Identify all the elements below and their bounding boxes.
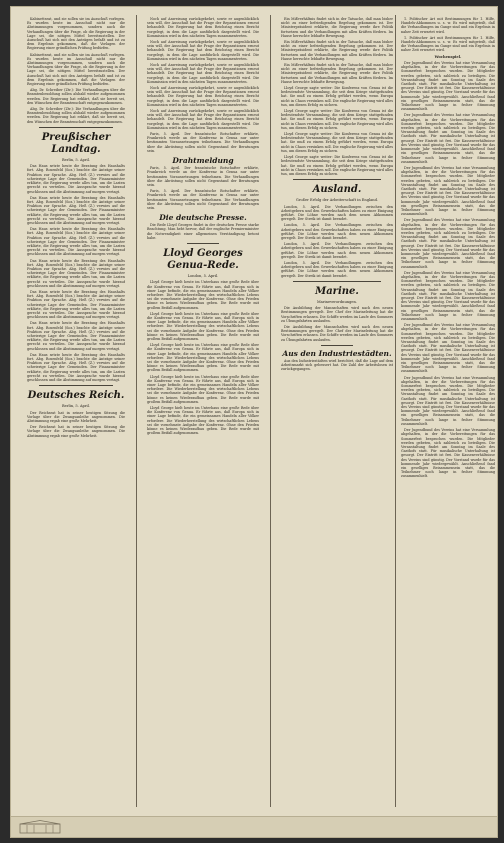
heading-marine: Marine. — [315, 285, 359, 297]
article-text: London, 5. April. Die Verhandlungen zwischen den Arbeitgebern und den Gewerkschaften haben zu einer Einigung geführt. Die Löhne werden nach dem neuen Abkommen geregelt. Der Streik ist damit beendet. — [281, 260, 393, 278]
article-text: 1. Politischer Art mit Bestimmungen für 1. Hilfe, Handels-Abkommen u. s. w. Es wird mitgeteilt, daß die Verhandlungen im Gange sind und ein Ergebnis in naher Zeit erwartet wird. — [401, 35, 495, 53]
heading-lloyd-george: Lloyd Georges Genua-Rede. — [163, 247, 243, 271]
article-text: Ein Mißverhältnis findet sich in der Tatsache, daß man bisher nicht zu einer befriedigenden Regelung gekommen ist. Der Ministerpräsident erklärte, die Regierung werde ihre Politik fortsetzen und die Verhandlungen mit allen Kräften fördern. Im Hause herrschte lebhafte Bewegung. — [281, 17, 393, 38]
article-text: Kabinettsrat, und sie sollen sie im Ausschuß vorlegen. Es wurden heute im Ausschuß nicht nur die Abstimmungen vorgenommen, sondern auch die Verhandlungen über die Frage, ob die Regierung in der Lage sei, die nötigen Mittel bereitzustellen. Der Ausschuß hat sich mit den Anträgen befaßt und ist zu dem Ergebnis gekommen, daß die Vorlagen der Regierung einer gründlichen Prüfung bedürfen. — [27, 17, 125, 51]
article-text: Lloyd George hielt heute im Unterhaus eine große Rede über die Konferenz von Genua. Er führte aus, daß Europa sich in einer Lage befinde, die ein gemeinsames Handeln aller Völker erfordere. Die Wiederherstellung des wirtschaftlichen Lebens sei die vornehmste Aufgabe der Konferenz. Ohne den Frieden könne es keinen Wiederaufbau geben. Die Rede wurde mit großem Beifall aufgenommen. — [147, 343, 259, 373]
article-text: London, 5. April. Die Verhandlungen zwischen den Arbeitgebern und den Gewerkschaften haben zu einer Einigung geführt. Die Löhne werden nach dem neuen Abkommen geregelt. Der Streik ist damit beendet. — [281, 204, 393, 222]
article-text: Der Jugendbund des Vereins hat eine Versammlung abgehalten, in der die Vorbereitungen für das Sommerfest besprochen wurden. Die Mitglieder werden gebeten, sich zahlreich zu beteiligen. Die Veranstaltung findet am Sonntag im Saale des Gasthofs statt. Für musikalische Unterhaltung ist gesorgt. Der Eintritt ist frei. Die Kassenverhältnisse des Vereins sind günstig. Der Vorstand wurde für das kommende Jahr wiedergewählt. Anschließend fand ein geselliges Beisammensein statt, das die Teilnehmer noch lange in froher Stimmung zusammenhielt. — [401, 218, 495, 269]
article-text: Ein Mißverhältnis findet sich in der Tatsache, daß man bisher nicht zu einer befriedigenden Regelung gekommen ist. Der Ministerpräsident erklärte, die Regierung werde ihre Politik fortsetzen und die Verhandlungen mit allen Kräften fördern. Im Hause herrschte lebhafte Bewegung. — [281, 63, 393, 84]
article-text: Das Haus setzte heute die Beratung des Haushalts fort. Abg. Rosenfeld (Soz.) brachte die Anträge seiner Fraktion zur Sprache. Abg. Heß (Z.) verwies auf die schwierige Lage der Gemeinden. Der Finanzminister erklärte, die Regierung werde alles tun, um die Lasten gerecht zu verteilen. Die Aussprache wurde hierauf geschlossen und die Abstimmung auf morgen vertagt. — [27, 195, 125, 225]
article-text: Das Haus setzte heute die Beratung des Haushalts fort. Abg. Rosenfeld (Soz.) brachte die Anträge seiner Fraktion zur Sprache. Abg. Heß (Z.) verwies auf die schwierige Lage der Gemeinden. Der Finanzminister erklärte, die Regierung werde alles tun, um die Lasten gerecht zu verteilen. Die Aussprache wurde hierauf geschlossen und die Abstimmung auf morgen vertagt. — [27, 289, 125, 320]
library-stamp-icon — [19, 820, 61, 834]
article-text: Der Reichsrat hat in seiner heutigen Sitzung die Vorlage über die Zwangsanleihe angenommen. Die Abstimmung ergab eine große Mehrheit. — [27, 425, 125, 438]
subheading: Wochenspiel. — [434, 54, 462, 59]
column-2 — [147, 17, 259, 807]
article-text: Noch auf Anweisung zurückgekehrt, sowie er augenblicklich sein will, der Ausschuß hat die Frage der Reparationen erneut behandelt. Die Regierung hat dem Reichstag einen Bericht vorgelegt, in dem die Lage ausführlich dargestellt wird. Die Kommission wird in den nächsten Tagen zusammentreten. — [147, 63, 259, 84]
article-text: Die Ausbildung der Mannschaften wird nach den neuen Bestimmungen geregelt. Der Chef der Marineleitung hat die Vorschriften erlassen. Die Schiffe werden im Laufe des Sommers zu Übungsfahrten auslaufen. — [281, 324, 393, 342]
article-text: Abg. Dr. Schreiber (Ztr.): Die Verhandlungen über die Beamtenbesoldung sollen alsbald wieder aufgenommen werden. Die Regierung hat erklärt, daß sie bereit sei, den Wünschen der Beamtenschaft entgegenzukommen. — [27, 88, 125, 105]
heading-deutsches-reich: Deutsches Reich. — [27, 390, 125, 402]
article-text: Paris, 5. April. Der französische Botschafter erklärte, Frankreich werde an der Konferenz in Genua nur unter bestimmten Voraussetzungen teilnehmen. Die Verhandlungen über die Abrüstung sollen nicht Gegenstand der Beratungen sein. — [147, 166, 259, 187]
article-text: Das Haus setzte heute die Beratung des Haushalts fort. Abg. Rosenfeld (Soz.) brachte die Anträge seiner Fraktion zur Sprache. Abg. Heß (Z.) verwies auf die schwierige Lage der Gemeinden. Der Finanzminister erklärte, die Regierung werde alles tun, um die Lasten gerecht zu verteilen. Die Aussprache wurde hierauf geschlossen und die Abstimmung auf morgen vertagt. — [27, 164, 125, 194]
article-text: Noch auf Anweisung zurückgekehrt, sowie er augenblicklich sein will, der Ausschuß hat die Frage der Reparationen erneut behandelt. Die Regierung hat dem Reichstag einen Bericht vorgelegt, in dem die Lage ausführlich dargestellt wird. Die Kommission wird in den nächsten Tagen zusammentreten. — [147, 86, 259, 107]
article-text: Paris, 5. April. Der französische Botschafter erklärte, Frankreich werde an der Konferenz in Genua nur unter bestimmten Voraussetzungen teilnehmen. Die Verhandlungen über die Abrüstung sollen nicht Gegenstand der Beratungen sein. — [147, 132, 259, 153]
article-text: London, 5. April. Die Verhandlungen zwischen den Arbeitgebern und den Gewerkschaften haben zu einer Einigung geführt. Die Löhne werden nach dem neuen Abkommen geregelt. Der Streik ist damit beendet. — [281, 242, 393, 259]
article-text: Paris, 5. April. Der französische Botschafter erklärte, Frankreich werde an der Konferenz in Genua nur unter bestimmten Voraussetzungen teilnehmen. Die Verhandlungen über die Abrüstung sollen nicht Gegenstand der Beratungen sein. — [147, 189, 259, 210]
article-text: Lloyd George sagte weiter: Die Konferenz von Genua ist die bedeutendste Versammlung, die seit dem Kriege stattgefunden hat. Sie muß zu einem Erfolg geführt werden, wenn Europa nicht in Chaos versinken soll. Die englische Regierung wird alles tun, um diesen Erfolg zu sichern. — [281, 86, 393, 107]
article-text: Der Jugendbund des Vereins hat eine Versammlung abgehalten, in der die Vorbereitungen für das Sommerfest besprochen wurden. Die Mitglieder werden gebeten, sich zahlreich zu beteiligen. Die Veranstaltung findet am Sonntag im Saale des Gasthofs statt. Für musikalische Unterhaltung ist gesorgt. Der Eintritt ist frei. Die Kassenverhältnisse des Vereins sind günstig. Der Vorstand wurde für das kommende Jahr wiedergewählt. Anschließend fand ein geselliges Beisammensein statt, das die Teilnehmer noch lange in froher Stimmung zusammenhielt. — [401, 323, 495, 374]
article-text: Der Jugendbund des Vereins hat eine Versammlung abgehalten, in der die Vorbereitungen für das Sommerfest besprochen wurden. Die Mitglieder werden gebeten, sich zahlreich zu beteiligen. Die Veranstaltung findet am Sonntag im Saale des Gasthofs statt. Für musikalische Unterhaltung ist gesorgt. Der Eintritt ist frei. Die Kassenverhältnisse des Vereins sind günstig. Der Vorstand wurde für das kommende Jahr wiedergewählt. Anschließend fand ein geselliges Beisammensein statt, das die Teilnehmer noch lange in froher Stimmung zusammenhielt. — [401, 428, 495, 479]
article-text: Der Jugendbund des Vereins hat eine Versammlung abgehalten, in der die Vorbereitungen für das Sommerfest besprochen wurden. Die Mitglieder werden gebeten, sich zahlreich zu beteiligen. Die Veranstaltung findet am Sonntag im Saale des Gasthofs statt. Für musikalische Unterhaltung ist gesorgt. Der Eintritt ist frei. Die Kassenverhältnisse des Vereins sind günstig. Der Vorstand wurde für das kommende Jahr wiedergewählt. Anschließend fand ein geselliges Beisammensein statt, das die Teilnehmer noch lange in froher Stimmung zusammenhielt. — [401, 165, 495, 217]
article-text: Das Haus setzte heute die Beratung des Haushalts fort. Abg. Rosenfeld (Soz.) brachte die Anträge seiner Fraktion zur Sprache. Abg. Heß (Z.) verwies auf die schwierige Lage der Gemeinden. Der Finanzminister erklärte, die Regierung werde alles tun, um die Lasten gerecht zu verteilen. Die Aussprache wurde hierauf geschlossen und die Abstimmung auf morgen vertagt. — [27, 321, 125, 351]
heading-die-deutsche-presse: Die deutsche Presse. — [159, 213, 247, 223]
article-text: Abg. Dr. Schreiber (Ztr.): Die Verhandlungen über die Beamtenbesoldung sollen alsbald wieder aufgenommen werden. Die Regierung hat erklärt, daß sie bereit sei, den Wünschen der Beamtenschaft entgegenzukommen. — [27, 107, 125, 124]
divider — [187, 243, 219, 244]
article-text: Noch auf Anweisung zurückgekehrt, sowie er augenblicklich sein will, der Ausschuß hat die Frage der Reparationen erneut behandelt. Die Regierung hat dem Reichstag einen Bericht vorgelegt, in dem die Lage ausführlich dargestellt wird. Die Kommission wird in den nächsten Tagen zusammentreten. — [147, 40, 259, 61]
article-text: Die Rede Lloyd Georges findet in der deutschen Presse starke Beachtung. Man hebt hervor, daß der englische Premierminister die Notwendigkeit einer allgemeinen Verständigung betont habe. — [147, 223, 259, 240]
article-text: Lloyd George hielt heute im Unterhaus eine große Rede über die Konferenz von Genua. Er führte aus, daß Europa sich in einer Lage befinde, die ein gemeinsames Handeln aller Völker erfordere. Die Wiederherstellung des wirtschaftlichen Lebens sei die vornehmste Aufgabe der Konferenz. Ohne den Frieden könne es keinen Wiederaufbau geben. Die Rede wurde mit großem Beifall aufgenommen. — [147, 406, 259, 436]
newspaper-page — [10, 6, 498, 838]
article-text: 1. Politischer Art mit Bestimmungen für 1. Hilfe, Handels-Abkommen u. s. w. Es wird mitgeteilt, daß die Verhandlungen im Gange sind und ein Ergebnis in naher Zeit erwartet wird. — [401, 17, 495, 34]
article-text: Das Haus setzte heute die Beratung des Haushalts fort. Abg. Rosenfeld (Soz.) brachte die Anträge seiner Fraktion zur Sprache. Abg. Heß (Z.) verwies auf die schwierige Lage der Gemeinden. Der Finanzminister erklärte, die Regierung werde alles tun, um die Lasten gerecht zu verteilen. Die Aussprache wurde hierauf geschlossen und die Abstimmung auf morgen vertagt. — [27, 227, 125, 257]
column-rule — [270, 15, 271, 807]
article-text: Lloyd George sagte weiter: Die Konferenz von Genua ist die bedeutendste Versammlung, die seit dem Kriege stattgefunden hat. Sie muß zu einem Erfolg geführt werden, wenn Europa nicht in Chaos versinken soll. Die englische Regierung wird alles tun, um diesen Erfolg zu sichern. — [281, 109, 393, 130]
article-text: Kabinettsrat, und sie sollen sie im Ausschuß vorlegen. Es wurden heute im Ausschuß nicht nur die Abstimmungen vorgenommen, sondern auch die Verhandlungen über die Frage, ob die Regierung in der Lage sei, die nötigen Mittel bereitzustellen. Der Ausschuß hat sich mit den Anträgen befaßt und ist zu dem Ergebnis gekommen, daß die Vorlagen der Regierung einer gründlichen Prüfung bedürfen. — [27, 52, 125, 87]
divider — [321, 345, 353, 346]
article-text: Das Haus setzte heute die Beratung des Haushalts fort. Abg. Rosenfeld (Soz.) brachte die Anträge seiner Fraktion zur Sprache. Abg. Heß (Z.) verwies auf die schwierige Lage der Gemeinden. Der Finanzminister erklärte, die Regierung werde alles tun, um die Lasten gerecht zu verteilen. Die Aussprache wurde hierauf geschlossen und die Abstimmung auf morgen vertagt. — [27, 258, 125, 288]
divider — [293, 179, 381, 180]
divider — [293, 281, 381, 282]
article-text: Lloyd George hielt heute im Unterhaus eine große Rede über die Konferenz von Genua. Er führte aus, daß Europa sich in einer Lage befinde, die ein gemeinsames Handeln aller Völker erfordere. Die Wiederherstellung des wirtschaftlichen Lebens sei die vornehmste Aufgabe der Konferenz. Ohne den Frieden könne es keinen Wiederaufbau geben. Die Rede wurde mit großem Beifall aufgenommen. — [147, 374, 259, 404]
dateline: Berlin, 5. April. — [61, 404, 90, 409]
article-text: Lloyd George sagte weiter: Die Konferenz von Genua ist die bedeutendste Versammlung, die seit dem Kriege stattgefunden hat. Sie muß zu einem Erfolg geführt werden, wenn Europa nicht in Chaos versinken soll. Die englische Regierung wird alles tun, um diesen Erfolg zu sichern. — [281, 155, 393, 176]
column-rule — [136, 15, 137, 807]
article-text: London, 5. April. Die Verhandlungen zwischen den Arbeitgebern und den Gewerkschaften haben zu einer Einigung geführt. Die Löhne werden nach dem neuen Abkommen geregelt. Der Streik ist damit beendet. — [281, 223, 393, 240]
article-text: Die Ausbildung der Mannschaften wird nach den neuen Bestimmungen geregelt. Der Chef der Marineleitung hat die Vorschriften erlassen. Die Schiffe werden im Laufe des Sommers zu Übungsfahrten auslaufen. — [281, 306, 393, 323]
article-text: Das Haus setzte heute die Beratung des Haushalts fort. Abg. Rosenfeld (Soz.) brachte die Anträge seiner Fraktion zur Sprache. Abg. Heß (Z.) verwies auf die schwierige Lage der Gemeinden. Der Finanzminister erklärte, die Regierung werde alles tun, um die Lasten gerecht zu verteilen. Die Aussprache wurde hierauf geschlossen und die Abstimmung auf morgen vertagt. — [27, 352, 125, 383]
article-text: Der Jugendbund des Vereins hat eine Versammlung abgehalten, in der die Vorbereitungen für das Sommerfest besprochen wurden. Die Mitglieder werden gebeten, sich zahlreich zu beteiligen. Die Veranstaltung findet am Sonntag im Saale des Gasthofs statt. Für musikalische Unterhaltung ist gesorgt. Der Eintritt ist frei. Die Kassenverhältnisse des Vereins sind günstig. Der Vorstand wurde für das kommende Jahr wiedergewählt. Anschließend fand ein geselliges Beisammensein statt, das die Teilnehmer noch lange in froher Stimmung zusammenhielt. — [401, 375, 495, 426]
article-text: Der Jugendbund des Vereins hat eine Versammlung abgehalten, in der die Vorbereitungen für das Sommerfest besprochen wurden. Die Mitglieder werden gebeten, sich zahlreich zu beteiligen. Die Veranstaltung findet am Sonntag im Saale des Gasthofs statt. Für musikalische Unterhaltung ist gesorgt. Der Eintritt ist frei. Die Kassenverhältnisse des Vereins sind günstig. Der Vorstand wurde für das kommende Jahr wiedergewählt. Anschließend fand ein geselliges Beisammensein statt, das die Teilnehmer noch lange in froher Stimmung zusammenhielt. — [401, 113, 495, 164]
article-text: Noch auf Anweisung zurückgekehrt, sowie er augenblicklich sein will, der Ausschuß hat die Frage der Reparationen erneut behandelt. Die Regierung hat dem Reichstag einen Bericht vorgelegt, in dem die Lage ausführlich dargestellt wird. Die Kommission wird in den nächsten Tagen zusammentreten. — [147, 17, 259, 38]
article-text: Lloyd George hielt heute im Unterhaus eine große Rede über die Konferenz von Genua. Er führte aus, daß Europa sich in einer Lage befinde, die ein gemeinsames Handeln aller Völker erfordere. Die Wiederherstellung des wirtschaftlichen Lebens sei die vornehmste Aufgabe der Konferenz. Ohne den Frieden könne es keinen Wiederaufbau geben. Die Rede wurde mit großem Beifall aufgenommen. — [147, 280, 259, 310]
page-footer-strip — [11, 816, 497, 837]
divider — [39, 127, 113, 128]
article-text: Aus den Industriestädten wird berichtet, daß die Lage auf dem Arbeitsmarkt sich gebessert hat. Die Zahl der Arbeitslosen ist zurückgegangen. — [281, 358, 393, 372]
article-text: Der Jugendbund des Vereins hat eine Versammlung abgehalten, in der die Vorbereitungen für das Sommerfest besprochen wurden. Die Mitglieder werden gebeten, sich zahlreich zu beteiligen. Die Veranstaltung findet am Sonntag im Saale des Gasthofs statt. Für musikalische Unterhaltung ist gesorgt. Der Eintritt ist frei. Die Kassenverhältnisse des Vereins sind günstig. Der Vorstand wurde für das kommende Jahr wiedergewählt. Anschließend fand ein geselliges Beisammensein statt, das die Teilnehmer noch lange in froher Stimmung zusammenhielt. — [401, 61, 495, 112]
article-text: Ein Mißverhältnis findet sich in der Tatsache, daß man bisher nicht zu einer befriedigenden Regelung gekommen ist. Der Ministerpräsident erklärte, die Regierung werde ihre Politik fortsetzen und die Verhandlungen mit allen Kräften fördern. Im Hause herrschte lebhafte Bewegung. — [281, 40, 393, 61]
column-3 — [281, 17, 393, 807]
article-text: Der Reichsrat hat in seiner heutigen Sitzung die Vorlage über die Zwangsanleihe angenommen. Die Abstimmung ergab eine große Mehrheit. — [27, 410, 125, 424]
dateline: Berlin, 5. April. — [61, 157, 90, 162]
article-text: Lloyd George sagte weiter: Die Konferenz von Genua ist die bedeutendste Versammlung, die seit dem Kriege stattgefunden hat. Sie muß zu einem Erfolg geführt werden, wenn Europa nicht in Chaos versinken soll. Die englische Regierung wird alles tun, um diesen Erfolg zu sichern. — [281, 132, 393, 153]
column-1 — [27, 17, 125, 807]
heading-aus-den-industriestaedten: Aus den Industriestädten. — [282, 348, 392, 358]
divider — [39, 385, 113, 386]
column-rule — [395, 15, 396, 807]
heading-drahtmeldung: Drahtmeldung — [172, 156, 234, 166]
article-text: Noch auf Anweisung zurückgekehrt, sowie er augenblicklich sein will, der Ausschuß hat die Frage der Reparationen erneut behandelt. Die Regierung hat dem Reichstag einen Bericht vorgelegt, in dem die Lage ausführlich dargestellt wird. Die Kommission wird in den nächsten Tagen zusammentreten. — [147, 109, 259, 130]
subheading: Großer Erfolg der Arbeiterschaft in England. — [295, 198, 379, 203]
subheading: Marineverordnungen. — [316, 299, 357, 304]
dateline: London, 5. April. — [187, 273, 219, 278]
heading-ausland: Ausland. — [312, 184, 362, 196]
heading-preussischer-landtag: Preußischer Landtag. — [41, 131, 111, 155]
column-4 — [401, 17, 495, 807]
article-text: Lloyd George hielt heute im Unterhaus eine große Rede über die Konferenz von Genua. Er führte aus, daß Europa sich in einer Lage befinde, die ein gemeinsames Handeln aller Völker erfordere. Die Wiederherstellung des wirtschaftlichen Lebens sei die vornehmste Aufgabe der Konferenz. Ohne den Frieden könne es keinen Wiederaufbau geben. Die Rede wurde mit großem Beifall aufgenommen. — [147, 311, 259, 341]
article-text: Der Jugendbund des Vereins hat eine Versammlung abgehalten, in der die Vorbereitungen für das Sommerfest besprochen wurden. Die Mitglieder werden gebeten, sich zahlreich zu beteiligen. Die Veranstaltung findet am Sonntag im Saale des Gasthofs statt. Für musikalische Unterhaltung ist gesorgt. Der Eintritt ist frei. Die Kassenverhältnisse des Vereins sind günstig. Der Vorstand wurde für das kommende Jahr wiedergewählt. Anschließend fand ein geselliges Beisammensein statt, das die Teilnehmer noch lange in froher Stimmung zusammenhielt. — [401, 270, 495, 322]
